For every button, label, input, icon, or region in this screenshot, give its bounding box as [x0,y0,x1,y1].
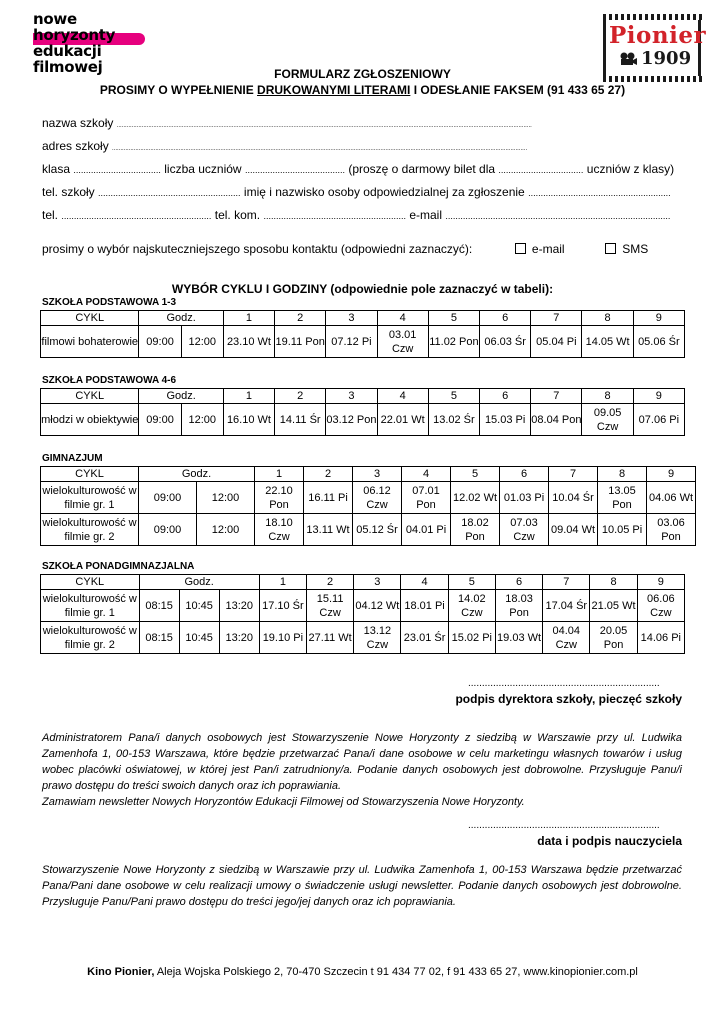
time-cell[interactable]: 12:00 [197,514,255,546]
privacy-paragraph-1 [42,730,682,810]
date-cell-3[interactable]: 06.12 Czw [353,482,402,514]
header-cycle-4: 4 [402,467,451,482]
date-cell-7[interactable]: 10.04 Śr [549,482,598,514]
table-row [41,326,685,358]
header-cycle-5: 5 [451,467,500,482]
school-title-gim: GIMNAZJUM [42,453,103,464]
date-cell-5[interactable]: 18.02 Pon [451,514,500,546]
date-cell-7[interactable]: 05.04 Pi [531,326,582,358]
header-cycle-9: 9 [633,389,684,404]
date-cell-5[interactable]: 14.02 Czw [448,590,495,622]
header-cycle-1: 1 [223,389,274,404]
school-phone-row [42,185,671,199]
sms-checkbox[interactable] [605,243,616,254]
header-cycle-6: 6 [480,311,531,326]
header-cycle-7: 7 [531,311,582,326]
form-subtitle [0,83,725,97]
header-cycle-2: 2 [307,575,354,590]
contact-person-label: imię i nazwisko osoby odpowiedzialnej za zgłoszenie [243,185,525,199]
header-cycle-4: 4 [377,311,428,326]
privacy-text-1: Administratorem Pana/i danych osobowych jest Stowarzyszenie Nowe Horyzonty z siedzibą w Warszawie przy ul. Ludwika Zamenhofa 1, 00-153 Warszawa, które będzie przetwarzać Pana/i dane osobowe w celu marketingu własnych towarów i usług wobec placówki oświatowej, w której jest Pan/i zatrudniony/a. Podanie danych osobowych jest dobrowolne. Przysługuje Panu/i prawo dostępu do treści swoich danych oraz ich poprawiania. [42,732,682,792]
subtitle-part-3: I ODESŁANIE FAKSEM (91 433 65 27) [410,83,626,97]
header-cycle-3: 3 [326,389,377,404]
date-cell-1[interactable]: 18.10 Czw [255,514,304,546]
date-cell-3[interactable]: 04.12 Wt [354,590,401,622]
date-cell-6[interactable]: 06.03 Śr [480,326,531,358]
date-cell-5[interactable]: 13.02 Śr [428,404,479,436]
header-cycle-8: 8 [582,389,633,404]
class-field[interactable]: ................................... [73,165,161,175]
school-phone-field[interactable]: ......................................................... [98,188,241,198]
class-row [42,162,674,176]
date-cell-8[interactable]: 09.05 Czw [582,404,633,436]
director-signature-field[interactable]: ..................................................................... [468,678,660,689]
table-header-row [41,467,696,482]
privacy-paragraph-2: Stowarzyszenie Nowe Horyzonty z siedzibą w Warszawie przy ul. Ludwika Zamenhofa 1, 00-153 Warszawa będzie przetwarzać Pana/Pani dane osobowe w celu realizacji umowy o świadczenie usługi newsletter. Podanie danych osobowych jest dobrowolne. Przysługuje Panu/Pani prawo dostępu do treści jego/jej danych oraz ich poprawiania. [42,864,682,908]
header-cycle-5: 5 [428,311,479,326]
date-cell-4[interactable]: 07.01 Pon [402,482,451,514]
date-cell-2[interactable]: 16.11 Pi [304,482,353,514]
header-cycle-9: 9 [633,311,684,326]
footer-address: Aleja Wojska Polskiego 2, 70-470 Szczecin t 91 434 77 02, f 91 433 65 27, www.kinopionier.com.pl [154,966,638,978]
schedule-table-sp46 [40,388,685,436]
contact-pref-label: prosimy o wybór najskuteczniejszego sposobu kontaktu (odpowiedni zaznaczyć): [42,242,473,256]
header-cycle-9: 9 [637,575,684,590]
time-cell[interactable]: 09:00 [139,404,181,436]
subtitle-part-1: PROSIMY O WYPEŁNIENIE [99,83,258,97]
school-name-row [42,116,532,130]
sms-option-label: SMS [622,242,649,256]
header-cykl: CYKL [41,467,139,482]
cycle-name-cell: wielokulturowość w filmie gr. 2 [41,622,140,654]
time-cell[interactable]: 08:15 [139,622,179,654]
header-cycle-4: 4 [401,575,448,590]
logo-line-3: edukacji [33,42,102,60]
header-cycle-7: 7 [549,467,598,482]
mobile-field[interactable]: ......................................................... [263,211,406,221]
date-cell-4[interactable]: 03.01 Czw [377,326,428,358]
date-cell-2[interactable]: 27.11 Wt [307,622,354,654]
time-cell[interactable]: 08:15 [139,590,179,622]
date-cell-3[interactable]: 03.12 Pon [326,404,377,436]
school-address-field[interactable]: ......................................................................................................................................................................................................................................................... [112,146,528,152]
header-cycle-6: 6 [480,389,531,404]
table-row [41,590,685,622]
header-cycle-2: 2 [275,311,326,326]
date-cell-6[interactable]: 19.03 Wt [495,622,542,654]
time-cell[interactable]: 12:00 [197,482,255,514]
time-cell[interactable]: 09:00 [139,482,197,514]
cycle-name-cell: wielokulturowość w filmie gr. 2 [41,514,139,546]
header-cycle-6: 6 [495,575,542,590]
school-phone-label: tel. szkoły [42,185,95,199]
date-cell-1[interactable]: 23.10 Wt [223,326,274,358]
date-cell-9[interactable]: 03.06 Pon [647,514,696,546]
header-cycle-3: 3 [326,311,377,326]
pionier-year: 1909 [641,48,692,69]
table-header-row [41,311,685,326]
header-godz: Godz. [139,575,259,590]
free-ticket-field[interactable]: .................................. [498,165,584,175]
table-row [41,622,685,654]
cycle-name-cell: filmowi bohaterowie [41,326,139,358]
date-cell-6[interactable]: 15.03 Pi [480,404,531,436]
date-cell-4[interactable]: 22.01 Wt [377,404,428,436]
date-cell-7[interactable]: 17.04 Śr [543,590,590,622]
student-count-label: liczba uczniów [164,162,242,176]
header-cycle-7: 7 [543,575,590,590]
date-cell-9[interactable]: 07.06 Pi [633,404,684,436]
date-cell-9[interactable]: 04.06 Wt [647,482,696,514]
teacher-signature-field[interactable]: ..................................................................... [468,820,660,831]
student-count-field[interactable]: ........................................ [244,165,345,175]
date-cell-1[interactable]: 22.10 Pon [255,482,304,514]
header-cycle-7: 7 [531,389,582,404]
cycle-name-cell: młodzi w obiektywie [41,404,139,436]
table-header-row [41,575,685,590]
date-cell-4[interactable]: 04.01 Pi [402,514,451,546]
date-cell-8[interactable]: 21.05 Wt [590,590,637,622]
schedule-table-sp13 [40,310,685,358]
header-cycle-9: 9 [647,467,696,482]
section-title: WYBÓR CYKLU I GODZINY (odpowiednie pole zaznaczyć w tabeli): [171,282,554,296]
time-cell[interactable]: 12:00 [181,404,223,436]
time-cell[interactable]: 10:45 [179,590,219,622]
date-cell-2[interactable]: 13.11 Wt [304,514,353,546]
header-cycle-8: 8 [590,575,637,590]
date-cell-1[interactable]: 19.10 Pi [259,622,306,654]
date-cell-4[interactable]: 23.01 Śr [401,622,448,654]
date-cell-2[interactable]: 14.11 Śr [275,404,326,436]
date-cell-1[interactable]: 17.10 Śr [259,590,306,622]
email-field[interactable]: .......................................................................................... [445,211,671,221]
mobile-label: tel. kom. [214,208,261,222]
footer [0,966,725,978]
contact-pref-row [42,242,648,256]
school-address-row [42,139,527,153]
header-cycle-5: 5 [448,575,495,590]
cycle-name-cell: wielokulturowość w filmie gr. 1 [41,482,139,514]
date-cell-8[interactable]: 13.05 Pon [598,482,647,514]
date-cell-4[interactable]: 18.01 Pi [401,590,448,622]
table-row [41,482,696,514]
director-signature-label: podpis dyrektora szkoły, pieczęć szkoły [455,692,682,706]
free-ticket-label-a: (proszę o darmowy bilet dla [348,162,496,176]
date-cell-7[interactable]: 08.04 Pon [531,404,582,436]
header-cycle-8: 8 [598,467,647,482]
school-title-pg: SZKOŁA PONADGIMNAZJALNA [42,561,195,572]
header-cycle-1: 1 [223,311,274,326]
date-cell-7[interactable]: 04.04 Czw [543,622,590,654]
header-cycle-2: 2 [304,467,353,482]
header-cykl: CYKL [41,389,139,404]
time-cell[interactable]: 13:20 [219,590,259,622]
header-cycle-2: 2 [275,389,326,404]
date-cell-7[interactable]: 09.04 Wt [549,514,598,546]
date-cell-8[interactable]: 10.05 Pi [598,514,647,546]
header-cycle-5: 5 [428,389,479,404]
date-cell-6[interactable]: 18.03 Pon [495,590,542,622]
school-address-label: adres szkoły [42,139,109,153]
date-cell-1[interactable]: 16.10 Wt [223,404,274,436]
date-cell-3[interactable]: 13.12 Czw [354,622,401,654]
date-cell-9[interactable]: 05.06 Śr [633,326,684,358]
schedule-table-pg [40,574,685,654]
table-row [41,404,685,436]
logo-line-2: horyzonty [33,26,116,44]
email-checkbox[interactable] [515,243,526,254]
header-godz: Godz. [139,389,223,404]
date-cell-6[interactable]: 01.03 Pi [500,482,549,514]
header-godz: Godz. [139,311,223,326]
cycle-name-cell: wielokulturowość w filmie gr. 1 [41,590,140,622]
date-cell-5[interactable]: 15.02 Pi [448,622,495,654]
time-cell[interactable]: 13:20 [219,622,259,654]
header-godz: Godz. [139,467,255,482]
phone-field[interactable]: ............................................................ [61,211,212,221]
footer-cinema-name: Kino Pionier, [87,966,155,978]
date-cell-9[interactable]: 06.06 Czw [637,590,684,622]
table-header-row [41,389,685,404]
date-cell-3[interactable]: 05.12 Śr [353,514,402,546]
date-cell-2[interactable]: 15.11 Czw [307,590,354,622]
time-cell[interactable]: 09:00 [139,514,197,546]
date-cell-5[interactable]: 12.02 Wt [451,482,500,514]
date-cell-3[interactable]: 07.12 Pi [326,326,377,358]
nowe-horyzonty-logo [33,11,153,81]
header-cykl: CYKL [41,311,139,326]
table-row [41,514,696,546]
header-cycle-3: 3 [354,575,401,590]
date-cell-5[interactable]: 11.02 Pon [428,326,479,358]
header-cykl: CYKL [41,575,140,590]
school-title-sp46: SZKOŁA PODSTAWOWA 4-6 [42,375,177,386]
header-cycle-1: 1 [255,467,304,482]
logo-line-1: nowe [33,10,77,28]
time-cell[interactable]: 12:00 [181,326,223,358]
contact-person-field[interactable]: ......................................................... [528,188,671,198]
header-cycle-1: 1 [259,575,306,590]
form-title: FORMULARZ ZGŁOSZENIOWY [274,67,451,81]
email-label: e-mail [409,208,442,222]
time-cell[interactable]: 09:00 [139,326,181,358]
date-cell-2[interactable]: 19.11 Pon [275,326,326,358]
date-cell-8[interactable]: 14.05 Wt [582,326,633,358]
schedule-table-gim [40,466,696,546]
school-name-field[interactable]: ......................................................................................................................................................................................................................................................... [116,123,532,129]
teacher-signature-label: data i podpis nauczyciela [537,834,682,848]
header-cycle-3: 3 [353,467,402,482]
class-label: klasa [42,162,71,176]
subtitle-underlined: DRUKOWANYMI LITERAMI [257,83,411,97]
film-camera-icon [619,52,637,66]
email-option-label: e-mail [531,242,565,256]
time-cell[interactable]: 10:45 [179,622,219,654]
pionier-word: Pionier [609,22,707,49]
school-name-label: nazwa szkoły [42,116,114,130]
header-cycle-8: 8 [582,311,633,326]
school-title-sp13: SZKOŁA PODSTAWOWA 1-3 [42,297,177,308]
header-cycle-4: 4 [377,389,428,404]
header-cycle-6: 6 [500,467,549,482]
newsletter-order-text: Zamawiam newsletter Nowych Horyzontów Edukacji Filmowej od Stowarzyszenia Nowe Horyzonty. [42,796,525,808]
phone-row [42,208,670,222]
free-ticket-label-b: uczniów z klasy) [586,162,675,176]
date-cell-8[interactable]: 20.05 Pon [590,622,637,654]
date-cell-9[interactable]: 14.06 Pi [637,622,684,654]
date-cell-6[interactable]: 07.03 Czw [500,514,549,546]
phone-label: tel. [42,208,59,222]
logo-line-4: filmowej [33,58,103,76]
